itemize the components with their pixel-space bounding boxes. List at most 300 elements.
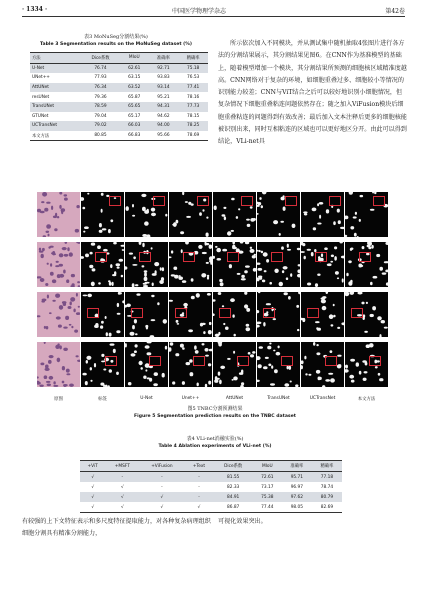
table-cell: 76.74 [94, 65, 107, 71]
tissue-texture [37, 242, 80, 287]
nucleus [333, 315, 335, 318]
nucleus [201, 273, 206, 277]
nucleus [263, 366, 268, 369]
nucleus [145, 369, 147, 371]
nucleus [209, 349, 212, 352]
nucleus [241, 278, 246, 280]
nucleus [258, 292, 260, 293]
segmentation-mask-image [81, 342, 124, 387]
nucleus [337, 327, 340, 329]
table-cell: 95.66 [157, 133, 170, 139]
nucleus [361, 302, 364, 305]
nucleus [262, 280, 265, 283]
nucleus [43, 235, 46, 237]
table-cell: √ [120, 504, 124, 510]
nucleus [311, 252, 314, 256]
nucleus [278, 346, 280, 349]
nucleus [42, 192, 47, 197]
segmentation-mask-image [169, 342, 212, 387]
table-cell: 80.85 [94, 133, 107, 139]
nucleus [162, 373, 165, 378]
nucleus [202, 323, 206, 325]
nucleus [241, 275, 245, 278]
table-cell: 76.53 [186, 75, 200, 81]
table-cell: √ [160, 494, 164, 500]
nucleus [283, 266, 288, 269]
nucleus [44, 342, 46, 344]
nucleus [144, 277, 148, 281]
column-label-attunet: AttUNet [225, 396, 244, 401]
nucleus [109, 369, 112, 373]
table-cell: √ [120, 494, 124, 500]
nucleus [283, 207, 286, 211]
nucleus [194, 345, 197, 349]
nucleus [76, 312, 80, 315]
nucleus [46, 202, 50, 204]
table-cell: 77.44 [261, 504, 274, 510]
table3-header-row [30, 53, 208, 64]
nucleus [177, 323, 180, 325]
nucleus [297, 274, 300, 278]
nucleus [297, 329, 299, 331]
nucleus [76, 293, 78, 297]
table3-col-header: 精确率 [186, 55, 200, 61]
nucleus [382, 272, 387, 274]
bottom-left-paragraph: 有较强的上下文特征表示和多尺度特征提取能力，对各种复杂病理组织细胞分割具有精准分割能力， [22, 518, 211, 538]
nucleus [244, 292, 247, 295]
nucleus [135, 344, 138, 347]
nucleus [329, 314, 334, 319]
table-cell: √ [197, 504, 201, 510]
nucleus [219, 380, 222, 385]
nucleus [208, 330, 212, 334]
nucleus [218, 292, 222, 295]
nucleus [258, 202, 262, 205]
nucleus [239, 372, 243, 375]
nucleus [273, 350, 275, 352]
nucleus [56, 316, 61, 319]
table-cell: √ [91, 474, 95, 480]
nucleus [229, 264, 232, 268]
nucleus [316, 370, 320, 374]
nucleus [170, 342, 174, 345]
nucleus [46, 381, 51, 383]
highlight-box [351, 308, 363, 318]
nucleus [220, 366, 225, 369]
nucleus [100, 325, 103, 328]
nucleus [206, 262, 209, 264]
table-cell: 92.71 [157, 65, 170, 71]
column-label-unetpp: Unet++ [181, 396, 200, 401]
table-row [30, 131, 208, 141]
nucleus [218, 372, 221, 376]
nucleus [220, 282, 224, 286]
nucleus [385, 270, 388, 273]
nucleus [116, 263, 121, 266]
nucleus [87, 294, 92, 298]
nucleus [143, 376, 146, 379]
nucleus [341, 256, 344, 259]
segmentation-mask-image [345, 292, 388, 337]
nucleus [276, 352, 281, 356]
nucleus [287, 244, 289, 248]
nucleus [147, 342, 152, 343]
nucleus [284, 383, 289, 387]
nucleus [52, 300, 55, 302]
nucleus [331, 255, 334, 258]
nucleus [105, 316, 107, 319]
table-cell: 73.17 [261, 484, 274, 490]
table-cell: 98.05 [290, 504, 303, 510]
nucleus [266, 303, 271, 305]
nucleus [144, 221, 149, 225]
nucleus [273, 318, 276, 320]
nucleus [110, 343, 115, 345]
nucleus [236, 216, 238, 219]
column-label-original: 原图 [54, 397, 63, 402]
nucleus [152, 283, 154, 287]
nucleus [230, 298, 235, 302]
nucleus [159, 280, 164, 284]
nucleus [46, 231, 50, 233]
nucleus [162, 267, 164, 271]
nucleus [304, 213, 307, 215]
nucleus [169, 256, 172, 258]
nucleus [53, 381, 55, 384]
nucleus [59, 345, 62, 349]
nucleus [270, 383, 275, 385]
table4-col-header: +ViT [87, 463, 98, 469]
nucleus [267, 346, 271, 350]
nucleus [319, 215, 321, 219]
nucleus [110, 264, 112, 268]
nucleus [90, 380, 92, 382]
nucleus [302, 243, 305, 246]
nucleus [340, 227, 344, 229]
nucleus [316, 327, 318, 329]
nucleus [317, 274, 320, 276]
nucleus [315, 321, 320, 323]
nucleus [298, 264, 300, 266]
nucleus [225, 327, 229, 330]
journal-title: 中国医学物理学杂志 [172, 8, 227, 15]
nucleus [53, 385, 58, 387]
nucleus [87, 193, 89, 195]
nucleus [257, 322, 261, 325]
segmentation-mask-image [81, 292, 124, 337]
nucleus [247, 224, 251, 227]
nucleus [122, 300, 124, 303]
nucleus [381, 320, 385, 323]
nucleus [125, 266, 127, 270]
column-label-ground-truth: 标签 [98, 397, 107, 402]
nucleus [113, 349, 116, 353]
nucleus [69, 324, 72, 326]
nucleus [318, 377, 321, 381]
nucleus [50, 263, 52, 266]
nucleus [337, 277, 339, 279]
nucleus [72, 283, 75, 286]
nucleus [322, 385, 325, 387]
segmentation-mask-image [345, 342, 388, 387]
nucleus [263, 322, 265, 326]
nucleus [151, 213, 156, 217]
nucleus [279, 233, 281, 236]
table4-col-header: MIoU [261, 463, 273, 469]
nucleus [326, 292, 329, 294]
table3-col-header: 方法 [32, 55, 41, 61]
nucleus [232, 245, 235, 249]
nucleus [373, 276, 378, 279]
nucleus [363, 378, 367, 381]
nucleus [297, 248, 300, 250]
page-header [22, 6, 405, 17]
nucleus [40, 363, 44, 366]
nucleus [374, 192, 376, 194]
nucleus [97, 245, 101, 249]
nucleus [76, 355, 79, 357]
nucleus [334, 256, 337, 261]
table3-col-header: Dice系数 [91, 55, 110, 61]
nucleus [350, 248, 353, 250]
table4-col-header: +MSFT [114, 463, 130, 469]
nucleus [74, 330, 78, 333]
nucleus [348, 281, 352, 286]
nucleus [169, 300, 173, 302]
nucleus [316, 352, 320, 355]
nucleus [49, 376, 54, 380]
nucleus [222, 214, 226, 216]
nucleus [202, 343, 205, 345]
nuclei-mask [125, 342, 168, 387]
table-cell: 65.87 [128, 94, 141, 100]
nucleus [142, 234, 147, 237]
segmentation-mask-image [213, 242, 256, 287]
nucleus [49, 355, 54, 358]
table-cell: 97.62 [290, 494, 303, 500]
nucleus [213, 256, 215, 259]
nucleus [208, 381, 211, 385]
nucleus [90, 367, 92, 370]
nucleus [105, 385, 108, 387]
nucleus [217, 258, 222, 261]
nucleus [345, 235, 347, 237]
nucleus [330, 350, 333, 353]
nucleus [119, 259, 124, 262]
segmentation-mask-image [257, 342, 300, 387]
tissue-image [37, 192, 80, 237]
nucleus [95, 323, 98, 327]
table-cell: 93.83 [157, 75, 170, 81]
highlight-box [271, 252, 283, 262]
nucleus [182, 347, 185, 350]
nucleus [116, 372, 119, 375]
table-cell: 96.97 [290, 484, 303, 490]
table4-caption [60, 436, 370, 450]
nucleus [365, 362, 368, 366]
nuclei-mask [345, 242, 388, 287]
nucleus [63, 348, 68, 351]
nucleus [216, 248, 221, 252]
nucleus [55, 294, 60, 298]
table-cell: 66.83 [128, 133, 141, 139]
nucleus [246, 219, 250, 221]
nuclei-mask [301, 242, 344, 287]
nucleus [370, 282, 373, 286]
table-cell: - [161, 484, 163, 490]
table-row [30, 112, 208, 122]
nucleus [348, 260, 352, 263]
segmentation-mask-image [169, 292, 212, 337]
nucleus [37, 276, 42, 278]
nucleus [233, 376, 238, 380]
nucleus [185, 242, 189, 245]
segmentation-mask-image [301, 192, 344, 237]
nucleus [59, 192, 62, 195]
nucleus [41, 201, 44, 203]
nucleus [250, 249, 255, 253]
tissue-image [37, 242, 80, 287]
table-cell: 79.04 [94, 113, 107, 119]
nucleus [50, 272, 54, 276]
nucleus [205, 384, 207, 387]
table-row [30, 83, 208, 93]
nucleus [83, 231, 85, 233]
table-cell: 本文方法 [32, 133, 50, 139]
nucleus [379, 267, 383, 271]
nucleus [55, 345, 59, 349]
nucleus [290, 381, 292, 383]
nucleus [350, 292, 355, 295]
table-row [80, 492, 342, 502]
nucleus [240, 242, 244, 244]
tissue-texture [37, 342, 80, 387]
nucleus [355, 212, 357, 215]
nucleus [64, 198, 68, 201]
nucleus [150, 335, 155, 337]
table-row [30, 63, 208, 73]
nucleus [357, 292, 362, 295]
nucleus [370, 314, 374, 317]
nucleus [85, 254, 89, 258]
nucleus [234, 334, 236, 337]
nucleus [37, 209, 41, 213]
segmentation-mask-image [169, 192, 212, 237]
segmentation-mask-image [301, 242, 344, 287]
nucleus [307, 283, 311, 286]
nuclei-mask [81, 342, 124, 387]
nucleus [135, 333, 138, 335]
nucleus [265, 357, 269, 359]
highlight-box [263, 308, 275, 318]
nucleus [282, 270, 284, 273]
nucleus [196, 293, 200, 298]
nucleus [152, 273, 157, 276]
nucleus [219, 279, 223, 282]
nucleus [40, 278, 45, 282]
segmentation-mask-image [257, 192, 300, 237]
nucleus [52, 279, 56, 283]
table-cell: 82.69 [320, 504, 334, 510]
segmentation-mask-image [345, 242, 388, 287]
table-cell: UNet++ [32, 75, 50, 81]
segmentation-mask-image [257, 242, 300, 287]
nucleus [375, 366, 378, 368]
nucleus [231, 198, 235, 201]
nucleus [48, 246, 50, 248]
nucleus [266, 259, 269, 263]
highlight-box [369, 356, 381, 366]
nucleus [246, 327, 251, 331]
tissue-texture [37, 292, 80, 337]
table-cell: 79.36 [94, 94, 107, 100]
nucleus [240, 385, 244, 387]
nucleus [305, 373, 307, 375]
nucleus [290, 273, 292, 277]
table4-caption-zh: 表4 VLi-net消融实验(%) [186, 436, 244, 442]
nucleus [131, 353, 136, 356]
nucleus [280, 221, 284, 223]
nucleus [57, 216, 59, 218]
highlight-box [197, 196, 209, 206]
nucleus [269, 343, 271, 345]
table-row [30, 121, 208, 131]
table-cell: √ [120, 484, 124, 490]
nucleus [133, 256, 136, 259]
table-cell: 78.16 [186, 94, 200, 100]
nucleus [261, 251, 263, 254]
nucleus [46, 224, 51, 229]
nucleus [324, 247, 328, 250]
segmentation-mask-image [257, 292, 300, 337]
nucleus [100, 383, 104, 386]
table-row [30, 92, 208, 102]
table4-col-header: +ViFusion [151, 463, 173, 469]
nucleus [216, 378, 220, 380]
table-cell: 77.73 [186, 104, 200, 110]
table-cell: 79.02 [94, 123, 107, 129]
table-cell: 93.14 [157, 85, 170, 91]
table-cell: - [198, 494, 200, 500]
nucleus [237, 273, 241, 275]
table-cell: 76.34 [94, 85, 107, 91]
nucleus [121, 245, 125, 247]
nucleus [62, 247, 67, 250]
nucleus [117, 267, 120, 269]
table3-col-header: MIoU [128, 55, 140, 61]
nucleus [151, 319, 156, 321]
table-cell: √ [91, 504, 95, 510]
segmentation-mask-image [301, 342, 344, 387]
nucleus [202, 252, 207, 254]
nucleus [132, 215, 135, 217]
nucleus [151, 247, 153, 249]
table-cell: U-Net [32, 65, 45, 71]
nucleus [49, 312, 52, 314]
nucleus [91, 243, 95, 246]
nucleus [169, 347, 172, 351]
nucleus [122, 249, 124, 251]
nucleus [101, 209, 103, 213]
table-cell: - [161, 474, 163, 480]
nucleus [245, 265, 250, 267]
nucleus [42, 248, 45, 251]
nucleus [99, 230, 103, 233]
nuclei-mask [169, 242, 212, 287]
nucleus [333, 304, 335, 307]
nucleus [144, 210, 149, 214]
nucleus [63, 384, 68, 386]
